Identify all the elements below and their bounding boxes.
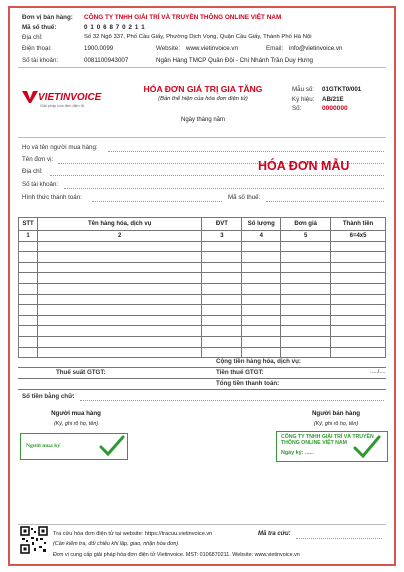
table-cell[interactable] <box>281 305 331 316</box>
seller-website-value: www.vietinvoice.vn <box>186 45 238 52</box>
table-row <box>19 305 386 316</box>
table-cell[interactable] <box>281 283 331 294</box>
table-row <box>19 315 386 326</box>
seller-bank-value: Ngân Hàng TMCP Quân Đội - Chi Nhánh Trần Duy Hưng <box>156 57 313 64</box>
seller-account-label: Số tài khoản: <box>22 57 59 64</box>
table-row <box>19 241 386 252</box>
seller-tax-value: 0 1 0 6 8 7 0 2 1 1 <box>84 24 146 31</box>
table-row <box>19 273 386 284</box>
table-cell[interactable] <box>37 294 201 305</box>
table-cell[interactable] <box>37 347 201 358</box>
amount-words-label: Số tiền bằng chữ: <box>22 393 75 400</box>
table-cell[interactable] <box>19 283 38 294</box>
totals-divider-2 <box>18 378 386 379</box>
seller-signature-company: CÔNG TY TNHH GIẢI TRÍ VÀ TRUYỀN THÔNG ONLINE VIỆT NAM <box>281 434 374 446</box>
buyer-account-line <box>64 188 384 189</box>
seller-unit-value: CÔNG TY TNHH GIẢI TRÍ VÀ TRUYỀN THÔNG ONLINE VIỆT NAM <box>84 14 282 21</box>
table-index-cell: 4 <box>242 231 281 242</box>
seller-email-label: Email: <box>266 45 284 52</box>
buyer-payment-line <box>92 201 222 202</box>
invoice-subtitle: (Bản thể hiện của hóa đơn điện tử) <box>158 96 248 102</box>
form-value: 01GTKT0/001 <box>322 86 362 93</box>
table-cell[interactable] <box>281 273 331 284</box>
table-cell[interactable] <box>331 305 386 316</box>
seller-account-value: 0081100943007 <box>84 57 129 64</box>
table-index-row <box>19 231 386 242</box>
table-cell[interactable] <box>37 241 201 252</box>
buyer-address-line <box>50 175 384 176</box>
table-cell[interactable] <box>331 241 386 252</box>
table-cell[interactable] <box>19 336 38 347</box>
table-cell[interactable] <box>242 305 281 316</box>
table-row <box>19 347 386 358</box>
table-cell[interactable] <box>19 241 38 252</box>
subtotal-label: Cộng tiền hàng hóa, dịch vụ: <box>216 358 301 365</box>
logo-tagline: Giải pháp hóa đơn điện tử <box>40 104 85 108</box>
vat-amount-suffix: ...../.... <box>370 369 386 375</box>
vat-rate-label: Thuế suất GTGT: <box>56 369 106 376</box>
table-row <box>19 262 386 273</box>
buyer-account-label: Số tài khoản: <box>22 181 59 188</box>
table-index-cell: 2 <box>37 231 201 242</box>
buyer-tax-label: Mã số thuế: <box>228 194 261 201</box>
table-row <box>19 326 386 337</box>
table-index-cell: 3 <box>202 231 242 242</box>
seller-divider <box>18 67 386 68</box>
table-cell[interactable] <box>281 294 331 305</box>
buyer-signature-title: Người mua hàng <box>51 410 101 417</box>
table-cell[interactable] <box>37 315 201 326</box>
vat-amount-label: Tiền thuế GTGT: <box>216 369 264 376</box>
table-cell[interactable] <box>19 347 38 358</box>
seller-address-label: Địa chỉ: <box>22 34 43 41</box>
header-divider <box>18 137 386 138</box>
footer-divider <box>18 524 386 525</box>
table-row <box>19 283 386 294</box>
symbol-label: Ký hiệu: <box>292 96 315 103</box>
seller-address-value: Số 32 Ngõ 337, Phố Cầu Giấy, Phường Dịch Vọng, Quận Cầu Giấy, Thành Phố Hà Nội <box>84 34 312 40</box>
invoice-title: HÓA ĐƠN GIÁ TRỊ GIA TĂNG <box>143 84 263 94</box>
table-cell[interactable] <box>19 294 38 305</box>
table-index-cell: 6=4x5 <box>331 231 386 242</box>
table-cell[interactable] <box>281 347 331 358</box>
logo-text: VIETINVOICE <box>38 92 102 103</box>
items-table <box>18 217 386 358</box>
table-cell[interactable] <box>202 273 242 284</box>
seller-tax-label: Mã số thuế: <box>22 24 57 31</box>
table-cell[interactable] <box>281 241 331 252</box>
table-cell[interactable] <box>202 326 242 337</box>
table-cell[interactable] <box>37 262 201 273</box>
qr-code-icon <box>20 526 48 554</box>
footer-lookup-code-label: Mã tra cứu: <box>258 531 291 537</box>
footer-provider: Đơn vị cung cấp giải pháp hóa đơn điện tử Vietinvoice. MST: 0106870211. Website: www.vietinvoice.vn <box>53 552 300 558</box>
buyer-name-line <box>108 151 384 152</box>
table-row <box>19 252 386 263</box>
buyer-payment-label: Hình thức thanh toán: <box>22 194 82 201</box>
table-cell[interactable] <box>331 347 386 358</box>
footer-lookup-text: Tra cứu hóa đơn điện tử tại website: https://tracuu.vietinvoice.vn <box>53 531 213 537</box>
table-header-cell: STT <box>19 218 38 231</box>
table-cell[interactable] <box>242 283 281 294</box>
buyer-tax-line <box>266 201 384 202</box>
table-cell[interactable] <box>202 294 242 305</box>
table-cell[interactable] <box>242 262 281 273</box>
table-cell[interactable] <box>242 326 281 337</box>
seller-signature-box[interactable] <box>276 431 388 462</box>
seller-phone-label: Điện thoại: <box>22 45 52 52</box>
checkmark-icon <box>99 435 125 457</box>
form-label: Mẫu số: <box>292 86 315 93</box>
table-row <box>19 294 386 305</box>
invoice-date-line: Ngày tháng năm <box>180 117 226 123</box>
table-cell[interactable] <box>19 305 38 316</box>
table-cell[interactable] <box>202 347 242 358</box>
table-cell[interactable] <box>242 336 281 347</box>
table-header-cell: Số lượng <box>242 218 281 231</box>
table-cell[interactable] <box>242 294 281 305</box>
buyer-signature-box[interactable] <box>20 433 128 460</box>
seller-signature-title: Người bán hàng <box>311 410 361 417</box>
table-cell[interactable] <box>242 241 281 252</box>
buyer-signature-note: (Ký, ghi rõ họ, tên) <box>53 421 99 427</box>
symbol-value: AB/21E <box>322 96 344 103</box>
table-cell[interactable] <box>242 347 281 358</box>
table-cell[interactable] <box>37 283 201 294</box>
seller-signature-note: (Ký, ghi rõ họ, tên) <box>313 421 359 427</box>
table-index-cell: 5 <box>281 231 331 242</box>
seller-email-value: info@vietinvoice.vn <box>289 45 343 52</box>
table-index-cell: 1 <box>19 231 38 242</box>
table-cell[interactable] <box>331 262 386 273</box>
table-header-cell: Tên hàng hóa, dịch vụ <box>37 218 201 231</box>
checkmark-icon <box>353 435 381 459</box>
table-cell[interactable] <box>37 326 201 337</box>
sample-watermark: HÓA ĐƠN MẪU <box>258 159 350 173</box>
vietinvoice-logo-icon <box>22 91 38 103</box>
table-row <box>19 336 386 347</box>
seller-unit-label: Đơn vị bán hàng: <box>22 14 73 21</box>
table-cell[interactable] <box>281 315 331 326</box>
table-cell[interactable] <box>19 273 38 284</box>
table-cell[interactable] <box>202 262 242 273</box>
table-cell[interactable] <box>281 336 331 347</box>
table-cell[interactable] <box>202 252 242 263</box>
footer-note: (Cần kiểm tra, đối chiếu khi lập, giao, nhận hóa đơn) <box>53 541 179 547</box>
buyer-signature-text: Người mua ký <box>26 443 61 449</box>
table-cell[interactable] <box>37 305 201 316</box>
table-cell[interactable] <box>331 326 386 337</box>
table-cell[interactable] <box>202 283 242 294</box>
seller-website-label: Website: <box>156 45 180 52</box>
table-cell[interactable] <box>281 326 331 337</box>
buyer-address-label: Địa chỉ: <box>22 168 43 175</box>
table-cell[interactable] <box>19 326 38 337</box>
table-cell[interactable] <box>331 283 386 294</box>
table-cell[interactable] <box>331 315 386 326</box>
table-cell[interactable] <box>331 273 386 284</box>
table-header-cell: ĐVT <box>202 218 242 231</box>
table-cell[interactable] <box>281 252 331 263</box>
table-cell[interactable] <box>331 252 386 263</box>
table-cell[interactable] <box>242 273 281 284</box>
table-header-cell: Đơn giá <box>281 218 331 231</box>
table-cell[interactable] <box>331 294 386 305</box>
table-cell[interactable] <box>331 336 386 347</box>
table-cell[interactable] <box>37 336 201 347</box>
table-cell[interactable] <box>202 336 242 347</box>
table-cell[interactable] <box>19 262 38 273</box>
table-header-cell: Thành tiền <box>331 218 386 231</box>
table-cell[interactable] <box>19 315 38 326</box>
totals-divider-1 <box>18 367 386 368</box>
number-label: Số: <box>292 105 302 112</box>
table-cell[interactable] <box>202 315 242 326</box>
number-value: 0000000 <box>322 105 348 112</box>
table-header-row <box>19 218 386 231</box>
table-cell[interactable] <box>242 252 281 263</box>
seller-signature-date: Ngày ký: ...... <box>281 450 314 456</box>
amount-words-line <box>80 400 384 401</box>
footer-lookup-code-line <box>296 538 382 539</box>
table-cell[interactable] <box>281 262 331 273</box>
totals-divider-3 <box>18 389 386 390</box>
table-cell[interactable] <box>202 305 242 316</box>
table-cell[interactable] <box>37 273 201 284</box>
total-label: Tổng tiền thanh toán: <box>216 380 280 387</box>
table-cell[interactable] <box>37 252 201 263</box>
table-cell[interactable] <box>242 315 281 326</box>
table-cell[interactable] <box>202 241 242 252</box>
buyer-unit-label: Tên đơn vị: <box>22 156 54 163</box>
buyer-name-label: Họ và tên người mua hàng: <box>22 144 98 151</box>
seller-phone-value: 1900.0099 <box>84 45 114 52</box>
table-cell[interactable] <box>19 252 38 263</box>
